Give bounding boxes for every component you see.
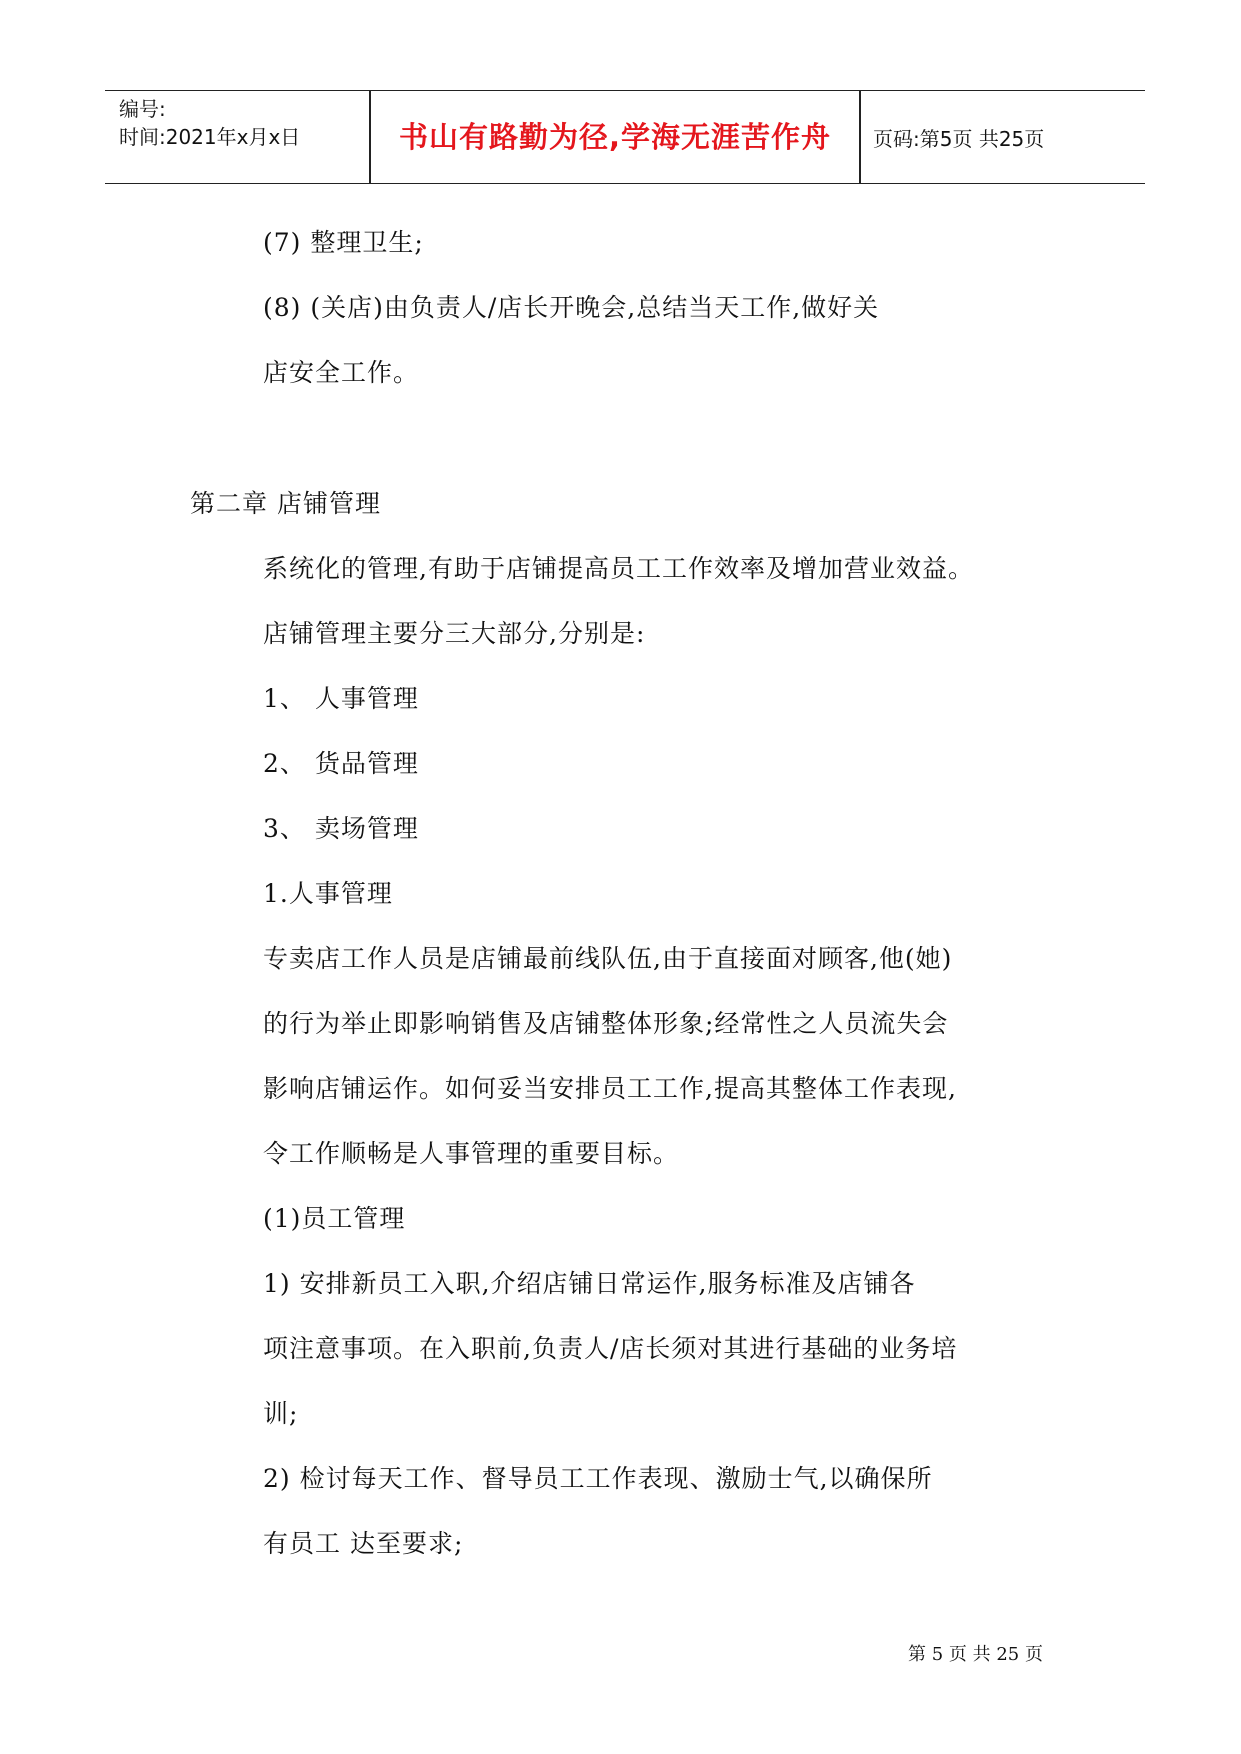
- list-item: 3、 卖场管理: [263, 814, 419, 843]
- body-line: 的行为举止即影响销售及店铺整体形象;经常性之人员流失会: [263, 1009, 949, 1038]
- page-footer: 第 5 页 共 25 页: [908, 1644, 1043, 1665]
- document-time-label: 时间:2021年x月x日: [119, 125, 301, 149]
- body-line: 店铺管理主要分三大部分,分别是:: [263, 619, 646, 648]
- subsection-heading: (1)员工管理: [263, 1204, 406, 1233]
- body-line: 项注意事项。在入职前,负责人/店长须对其进行基础的业务培: [263, 1334, 958, 1363]
- body-line: 系统化的管理,有助于店铺提高员工工作效率及增加营业效益。: [263, 554, 974, 583]
- body-line: 令工作顺畅是人事管理的重要目标。: [263, 1139, 680, 1168]
- body-line: (8) (关店)由负责人/店长开晚会,总结当天工作,做好关: [263, 293, 880, 322]
- chapter-heading: 第二章 店铺管理: [190, 489, 381, 518]
- section-heading: 1.人事管理: [263, 879, 393, 908]
- document-number-label: 编号:: [119, 97, 166, 121]
- page-header: [105, 90, 1145, 184]
- header-page-number: 页码:第5页 共25页: [873, 127, 1045, 151]
- body-line: 影响店铺运作。如何妥当安排员工工作,提高其整体工作表现,: [263, 1074, 957, 1103]
- body-line: (7) 整理卫生;: [263, 228, 424, 257]
- list-item: 1、 人事管理: [263, 684, 419, 713]
- body-line: 专卖店工作人员是店铺最前线队伍,由于直接面对顾客,他(她): [263, 944, 953, 973]
- body-line: 2) 检讨每天工作、督导员工工作表现、激励士气,以确保所: [263, 1464, 933, 1493]
- body-line: 1) 安排新员工入职,介绍店铺日常运作,服务标准及店铺各: [263, 1269, 916, 1298]
- header-info: [119, 95, 369, 151]
- body-line: 店安全工作。: [263, 358, 420, 387]
- list-item: 2、 货品管理: [263, 749, 419, 778]
- header-motto: 书山有路勤为径,学海无涯苦作舟: [398, 120, 832, 154]
- header-divider: [859, 91, 861, 183]
- body-line: 有员工 达至要求;: [263, 1529, 464, 1558]
- body-line: 训;: [263, 1399, 299, 1428]
